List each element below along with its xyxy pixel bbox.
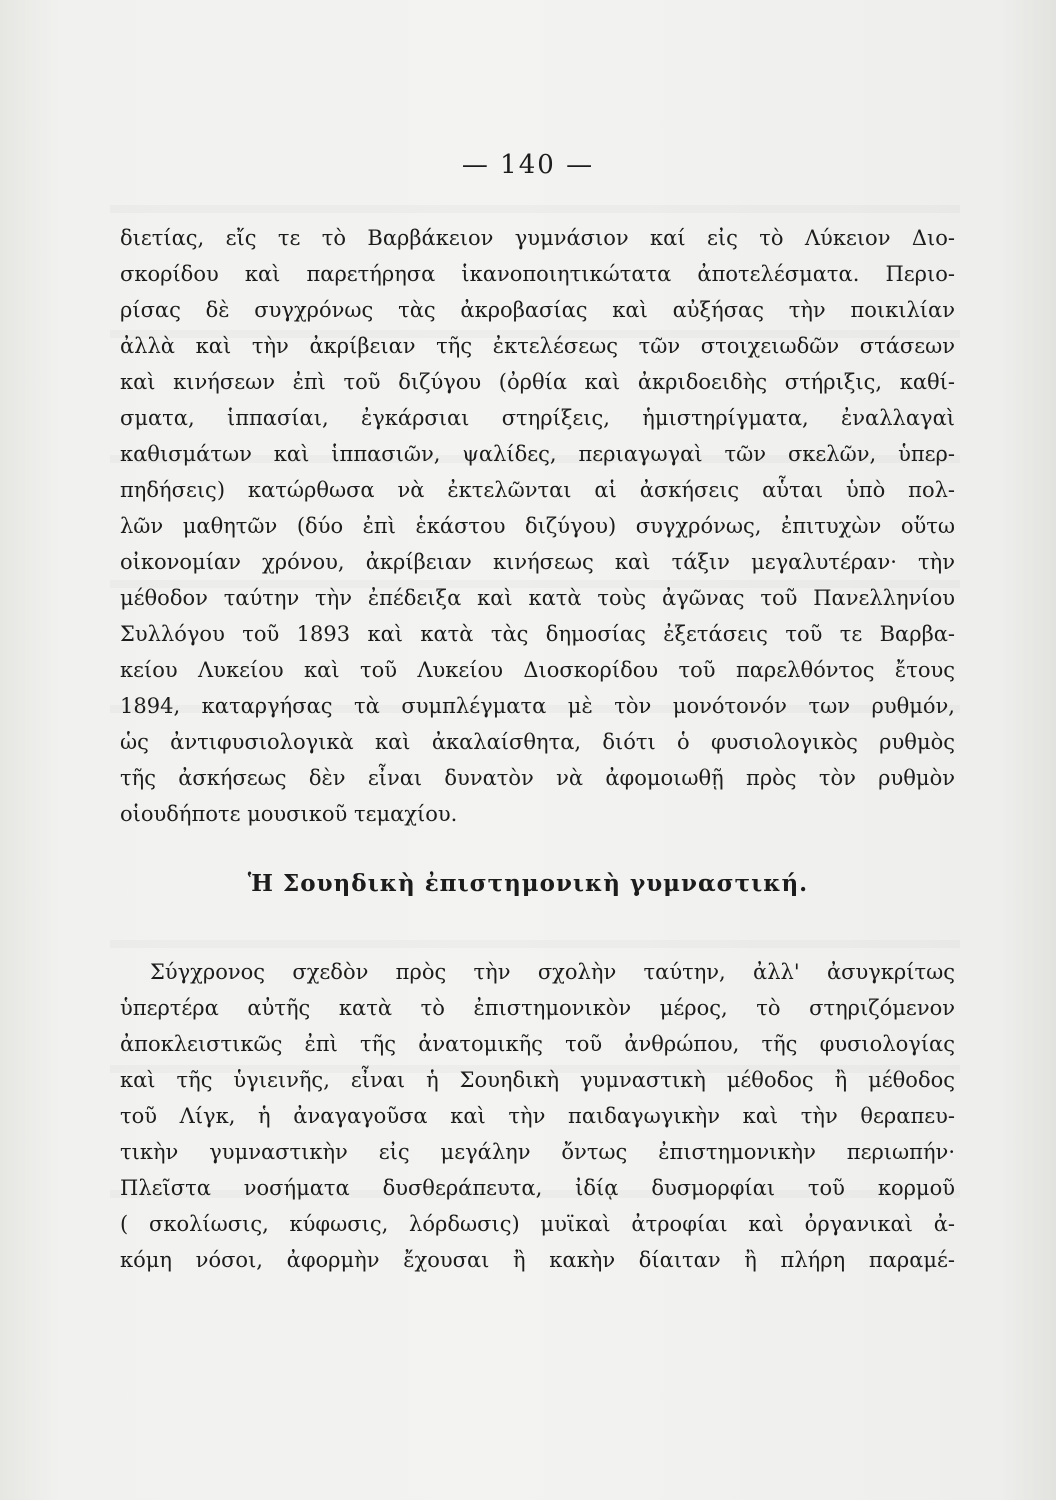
text-line: ρίσας δὲ συγχρόνως τὰς ἀκροβασίας καὶ αὐξήσας τὴν ποικιλίαν: [120, 298, 955, 322]
text-line: οἱουδήποτε μουσικοῦ τεμαχίου.: [120, 802, 458, 826]
text-line: οἰκονομίαν χρόνου, ἀκρίβειαν κινήσεως καὶ τάξιν μεγαλυτέραν· τὴν: [120, 550, 955, 574]
text-line: διετίας, εἴς τε τὸ Βαρβάκειον γυμνάσιον καί εἰς τὸ Λύκειον Διο-: [120, 226, 955, 250]
text-line: μέθοδον ταύτην τὴν ἐπέδειξα καὶ κατὰ τοὺς ἀγῶνας τοῦ Πανελληνίου: [120, 586, 955, 610]
bleed-through-texture: [110, 205, 960, 213]
text-line: σματα, ἱππασίαι, ἐγκάρσιαι στηρίξεις, ἡμιστηρίγματα, ἐναλλαγαὶ: [120, 406, 955, 430]
text-line: ὡς ἀντιφυσιολογικὰ καὶ ἀκαλαίσθητα, διότι ὁ φυσιολογικὸς ρυθμὸς: [120, 730, 955, 754]
text-line: ( σκολίωσις, κύφωσις, λόρδωσις) μυϊκαὶ ἀτροφίαι καὶ ὀργανικαὶ ἀ-: [120, 1212, 955, 1236]
text-line: τῆς ἀσκήσεως δὲν εἶναι δυνατὸν νὰ ἀφομοιωθῇ πρὸς τὸν ρυθμὸν: [120, 766, 955, 790]
text-line: τικὴν γυμναστικὴν εἰς μεγάλην ὄντως ἐπιστημονικὴν περιωπήν·: [120, 1140, 955, 1164]
text-line: κόμη νόσοι, ἀφορμὴν ἔχουσαι ἢ κακὴν δίαιταν ἢ πλήρη παραμέ-: [120, 1248, 955, 1272]
text-line: λῶν μαθητῶν (δύο ἐπὶ ἑκάστου διζύγου) συγχρόνως, ἐπιτυχὼν οὕτω: [120, 514, 955, 538]
section-heading: Ἡ Σουηδικὴ ἐπιστημονικὴ γυμναστική.: [247, 870, 809, 897]
text-line: ὑπερτέρα αὐτῆς κατὰ τὸ ἐπιστημονικὸν μέρος, τὸ στηριζόμενον: [120, 996, 955, 1020]
text-line: Σύγχρονος σχεδὸν πρὸς τὴν σχολὴν ταύτην, ἀλλ' ἀσυγκρίτως: [150, 960, 955, 984]
text-line: καὶ κινήσεων ἐπὶ τοῦ διζύγου (ὀρθία καὶ ἀκριδοειδὴς στήριξις, καθί-: [120, 370, 955, 394]
text-line: πηδήσεις) κατώρθωσα νὰ ἐκτελῶνται αἱ ἀσκήσεις αὗται ὑπὸ πολ-: [120, 478, 955, 502]
text-line: τοῦ Λίγκ, ἡ ἀναγαγοῦσα καὶ τὴν παιδαγωγικὴν καὶ τὴν θεραπευ-: [120, 1104, 955, 1128]
text-line: καὶ τῆς ὑγιεινῆς, εἶναι ἡ Σουηδικὴ γυμναστικὴ μέθοδος ἢ μέθοδος: [120, 1068, 955, 1092]
page-number: — 140 —: [461, 150, 595, 180]
text-line: Πλεῖστα νοσήματα δυσθεράπευτα, ἰδίᾳ δυσμορφίαι τοῦ κορμοῦ: [120, 1176, 955, 1200]
text-line: Συλλόγου τοῦ 1893 καὶ κατὰ τὰς δημοσίας ἐξετάσεις τοῦ τε Βαρβα-: [120, 622, 955, 646]
text-line: κείου Λυκείου καὶ τοῦ Λυκείου Διοσκορίδου τοῦ παρελθόντος ἔτους: [120, 658, 955, 682]
text-line: ἀλλὰ καὶ τὴν ἀκρίβειαν τῆς ἐκτελέσεως τῶν στοιχειωδῶν στάσεων: [120, 334, 955, 358]
text-line: ἀποκλειστικῶς ἐπὶ τῆς ἀνατομικῆς τοῦ ἀνθρώπου, τῆς φυσιολογίας: [120, 1032, 955, 1056]
text-line: 1894, καταργήσας τὰ συμπλέγματα μὲ τὸν μονότονόν των ρυθμόν,: [120, 694, 955, 718]
bleed-through-texture: [110, 940, 960, 948]
text-line: καθισμάτων καὶ ἱππασιῶν, ψαλίδες, περιαγωγαὶ τῶν σκελῶν, ὑπερ-: [120, 442, 955, 466]
text-line: σκορίδου καὶ παρετήρησα ἱκανοποιητικώτατα ἀποτελέσματα. Περιο-: [120, 262, 955, 286]
